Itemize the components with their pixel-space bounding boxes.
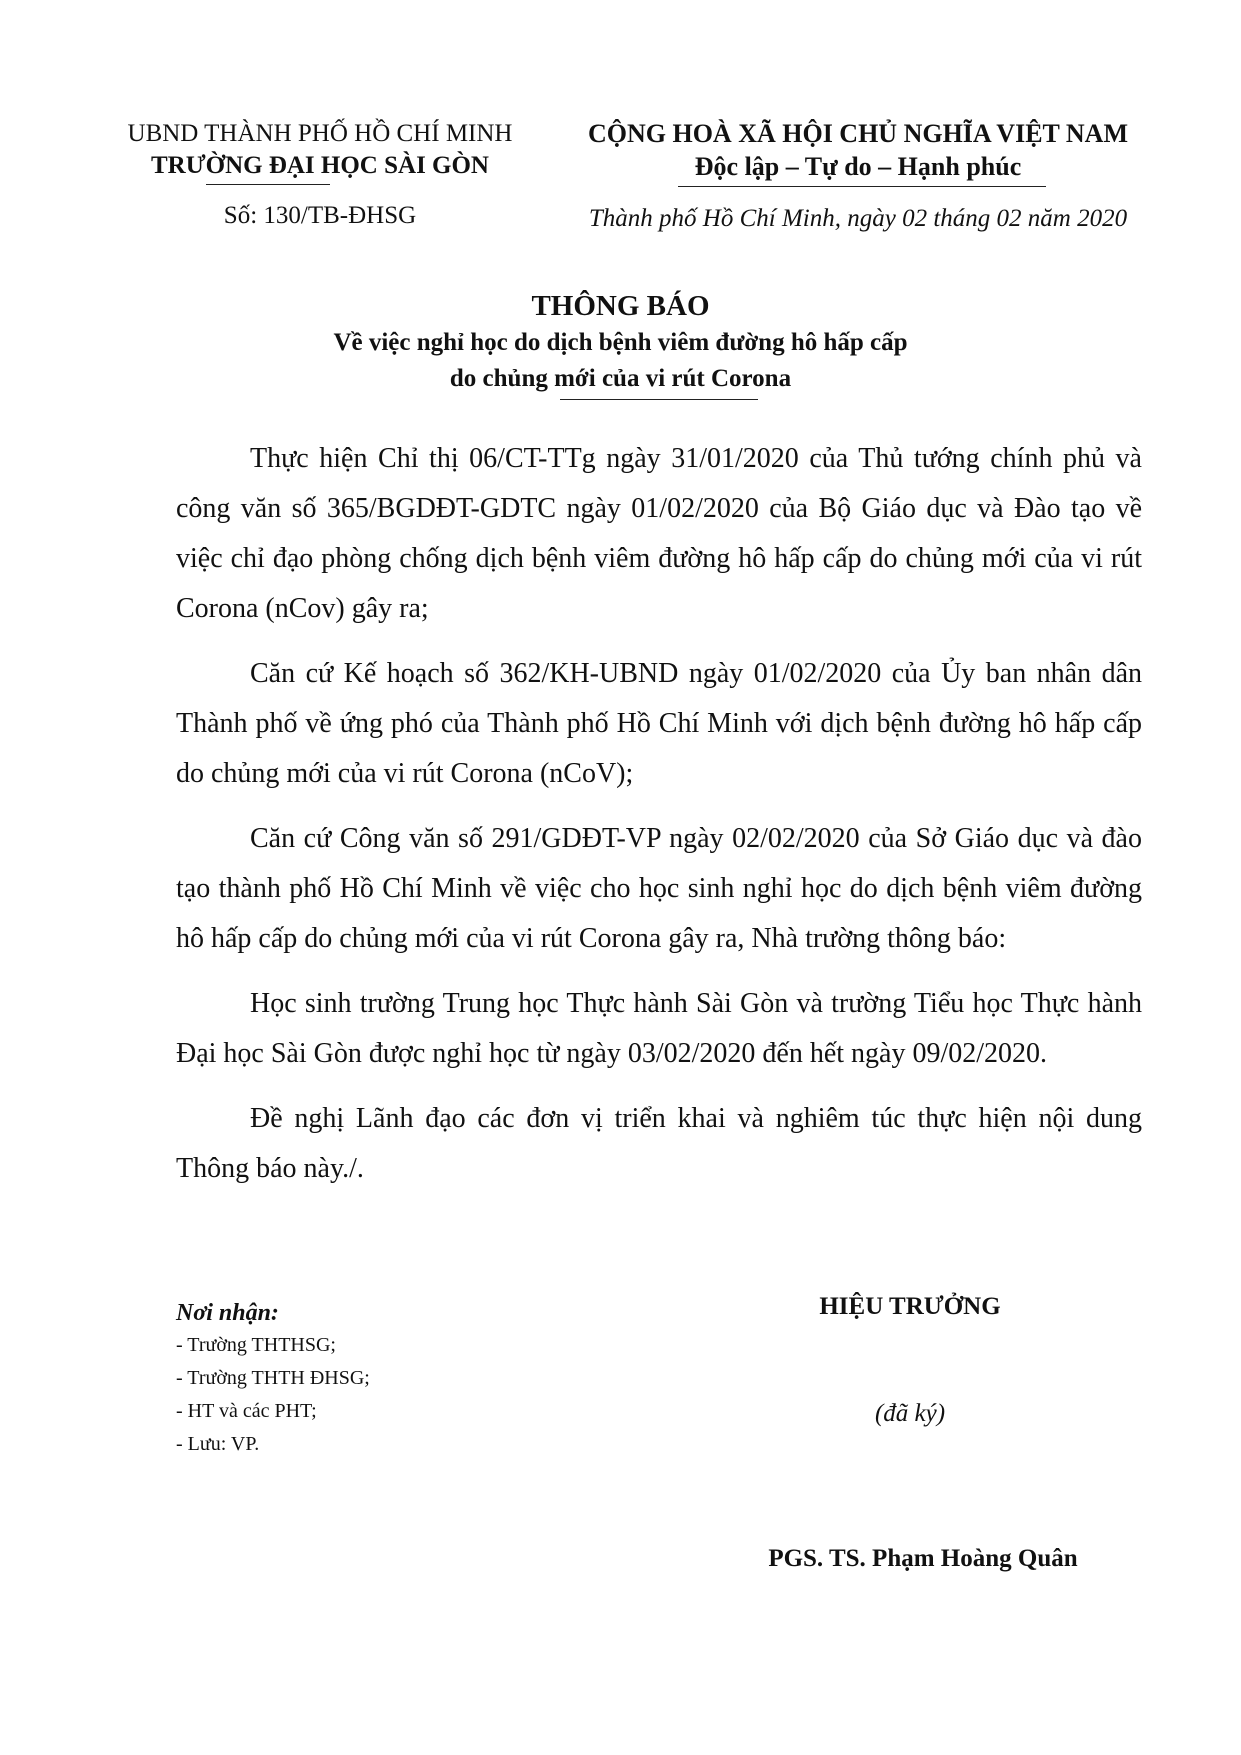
recipient-item: - Trường THTH ĐHSG;: [176, 1367, 370, 1389]
document-subject: [0, 325, 1241, 397]
university-name: TRƯỜNG ĐẠI HỌC SÀI GÒN: [151, 152, 489, 179]
national-motto: Độc lập – Tự do – Hạnh phúc: [694, 152, 1022, 181]
recipients-block: [176, 1297, 596, 1461]
national-heading: [558, 118, 1158, 184]
recipient-item: - HT và các PHT;: [176, 1400, 317, 1422]
issuing-authority: [100, 118, 540, 182]
title-divider: [560, 399, 758, 400]
body-paragraph: Đề nghị Lãnh đạo các đơn vị triển khai và nghiêm túc thực hiện nội dung Thông báo này./.: [176, 1103, 1142, 1184]
recipient-item: - Lưu: VP.: [176, 1433, 260, 1455]
signer-name: PGS. TS. Phạm Hoàng Quân: [768, 1545, 1078, 1572]
header-left-divider: [206, 184, 330, 185]
document-title: THÔNG BÁO: [531, 290, 710, 322]
notice-body: [176, 434, 1142, 1209]
subject-line-2: do chủng mới của vi rút Corona: [449, 365, 792, 392]
date-line: Thành phố Hồ Chí Minh, ngày 02 tháng 02 năm 2020: [588, 205, 1128, 232]
body-paragraph: Căn cứ Công văn số 291/GDĐT-VP ngày 02/02/2020 của Sở Giáo dục và đào tạo thành phố Hồ Chí Minh về việc cho học sinh nghỉ học do dịch bệnh viêm đường hô hấp cấp do chủng mới của vi rút Corona gây ra, Nhà trường thông báo:: [176, 823, 1142, 954]
signer-position: HIỆU TRƯỞNG: [819, 1293, 1001, 1320]
body-paragraph: Thực hiện Chỉ thị 06/CT-TTg ngày 31/01/2020 của Thủ tướng chính phủ và công văn số 365/BGDĐT-GDTC ngày 01/02/2020 của Bộ Giáo dục và Đào tạo về việc chỉ đạo phòng chống dịch bệnh viêm đường hô hấp cấp do chủng mới của vi rút Corona (nCov) gây ra;: [176, 443, 1142, 624]
document-number: Số: 130/TB-ĐHSG: [223, 202, 417, 229]
authority-line: UBND THÀNH PHỐ HỒ CHÍ MINH: [127, 120, 513, 147]
country-name: CỘNG HOÀ XÃ HỘI CHỦ NGHĨA VIỆT NAM: [587, 119, 1129, 148]
subject-line-1: Về việc nghỉ học do dịch bệnh viêm đường hô hấp cấp: [333, 329, 908, 356]
recipients-heading: Nơi nhận:: [176, 1300, 279, 1326]
signed-note: (đã ký): [874, 1400, 946, 1427]
header-right-divider: [678, 186, 1046, 187]
body-paragraph: Căn cứ Kế hoạch số 362/KH-UBND ngày 01/02/2020 của Ủy ban nhân dân Thành phố về ứng phó của Thành phố Hồ Chí Minh với dịch bệnh đường hô hấp cấp do chủng mới của vi rút Corona (nCoV);: [176, 658, 1142, 789]
body-paragraph: Học sinh trường Trung học Thực hành Sài Gòn và trường Tiểu học Thực hành Đại học Sài Gòn được nghỉ học từ ngày 03/02/2020 đến hết ngày 09/02/2020.: [176, 988, 1142, 1069]
recipient-item: - Trường THTHSG;: [176, 1334, 336, 1356]
